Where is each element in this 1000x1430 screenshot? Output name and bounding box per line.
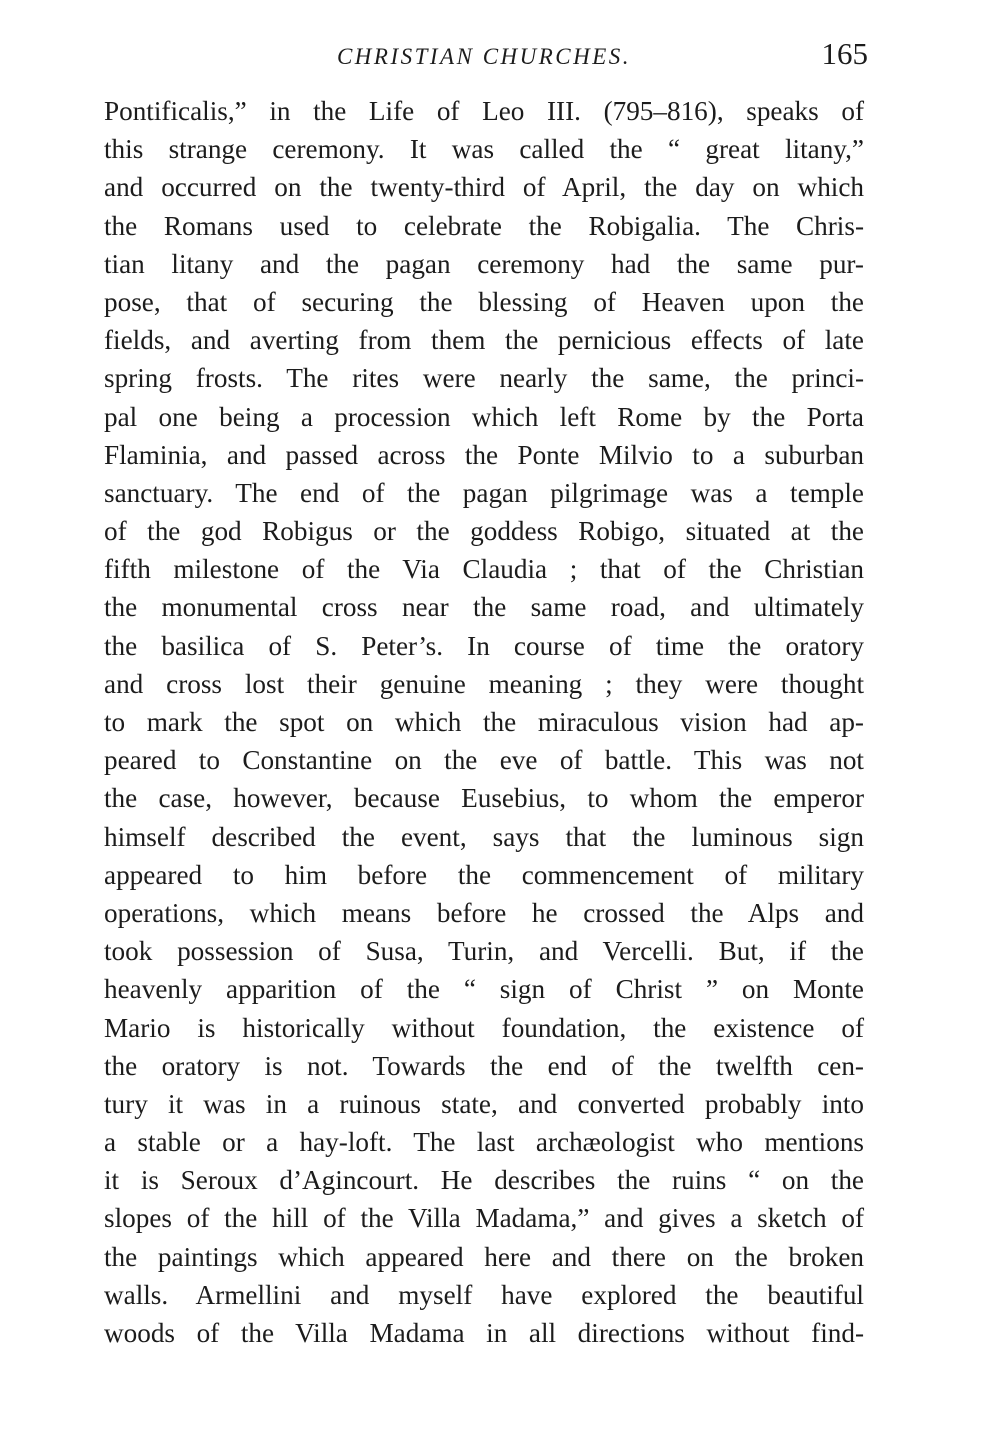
- text-line: the monumental cross near the same road, and ultimately: [104, 592, 864, 623]
- text-line: fields, and averting from them the pernicious effects of late: [104, 325, 864, 356]
- text-line: tian litany and the pagan ceremony had the same pur-: [104, 248, 864, 279]
- text-line: Flaminia, and passed across the Ponte Milvio to a suburban: [104, 439, 864, 470]
- text-line: and cross lost their genuine meaning ; they were thought: [104, 668, 864, 699]
- text-line: a stable or a hay-loft. The last archæologist who mentions: [104, 1127, 864, 1158]
- text-line: the Romans used to celebrate the Robigalia. The Chris-: [104, 210, 864, 241]
- text-line: operations, which means before he crossed the Alps and: [104, 897, 864, 928]
- text-line: slopes of the hill of the Villa Madama,” and gives a sketch of: [104, 1203, 864, 1234]
- text-line: peared to Constantine on the eve of battle. This was not: [104, 745, 864, 776]
- text-line: of the god Robigus or the goddess Robigo, situated at the: [104, 516, 864, 547]
- text-line: woods of the Villa Madama in all directions without find-: [104, 1318, 864, 1348]
- text-line: Mario is historically without foundation, the existence of: [104, 1012, 864, 1043]
- text-line: Pontificalis,” in the Life of Leo III. (795–816), speaks of: [104, 96, 864, 126]
- text-line: this strange ceremony. It was called the “ great litany,”: [104, 134, 864, 165]
- text-line: the paintings which appeared here and there on the broken: [104, 1241, 864, 1272]
- text-line: pose, that of securing the blessing of Heaven upon the: [104, 286, 864, 317]
- text-line: heavenly apparition of the “ sign of Christ ” on Monte: [104, 974, 864, 1005]
- text-line: the case, however, because Eusebius, to whom the emperor: [104, 783, 864, 814]
- text-line: took possession of Susa, Turin, and Vercelli. But, if the: [104, 936, 864, 967]
- text-line: pal one being a procession which left Rome by the Porta: [104, 401, 864, 432]
- page-number: 165: [821, 36, 868, 71]
- text-line: the oratory is not. Towards the end of the twelfth cen-: [104, 1050, 864, 1081]
- text-line: fifth milestone of the Via Claudia ; that of the Christian: [104, 554, 864, 585]
- body-text: [104, 92, 864, 1352]
- text-line: himself described the event, says that the luminous sign: [104, 821, 864, 852]
- text-line: to mark the spot on which the miraculous vision had ap-: [104, 707, 864, 737]
- running-title: CHRISTIAN CHURCHES.: [336, 44, 632, 69]
- text-line: spring frosts. The rites were nearly the same, the princi-: [104, 363, 864, 394]
- text-line: appeared to him before the commencement of military: [104, 859, 864, 890]
- text-line: sanctuary. The end of the pagan pilgrimage was a temple: [104, 477, 864, 508]
- text-line: walls. Armellini and myself have explored the beautiful: [104, 1279, 864, 1310]
- text-line: and occurred on the twenty-third of April, the day on which: [104, 172, 864, 203]
- text-line: it is Seroux d’Agincourt. He describes the ruins “ on the: [104, 1165, 864, 1196]
- text-line: tury it was in a ruinous state, and converted probably into: [104, 1088, 864, 1119]
- running-head: [104, 36, 868, 76]
- text-line: the basilica of S. Peter’s. In course of time the oratory: [104, 630, 864, 661]
